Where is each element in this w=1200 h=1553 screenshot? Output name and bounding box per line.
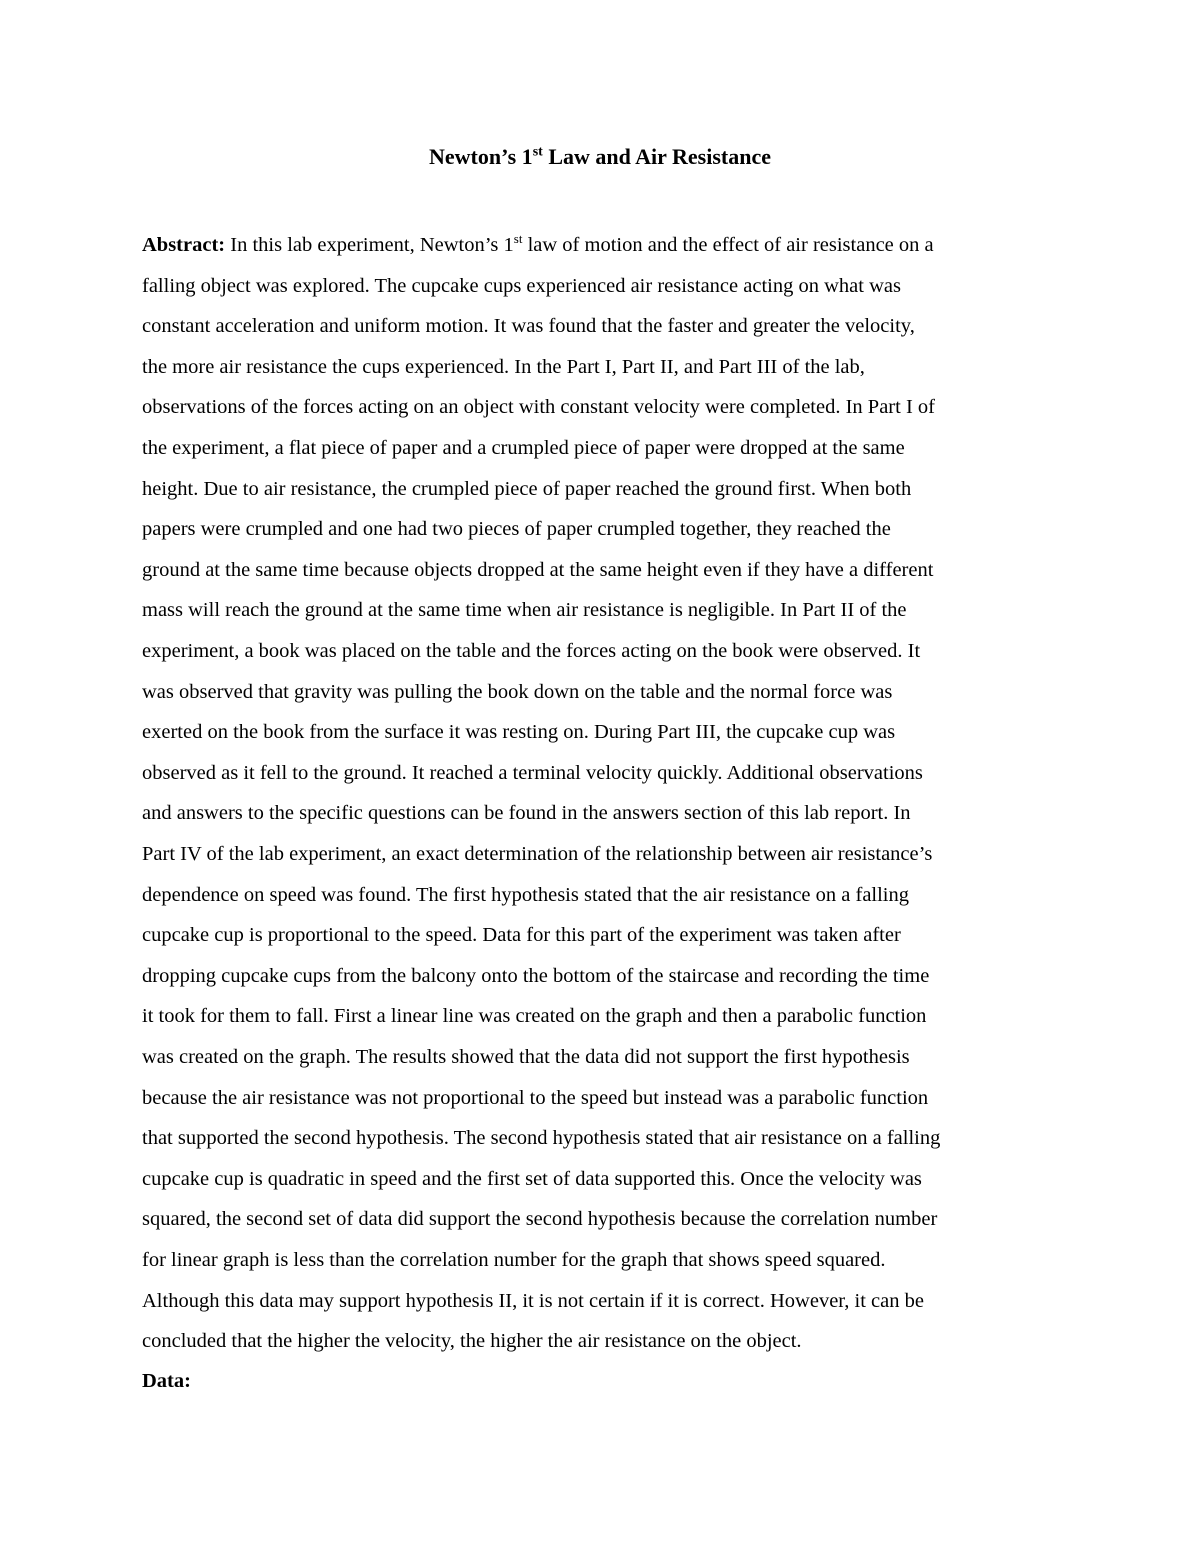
abstract-line: concluded that the higher the velocity, the higher the air resistance on the object. [142,1330,802,1353]
abstract-text-rest: law of motion and the effect of air resistance on a [522,234,934,256]
title-text-rest: Law and Air Resistance [542,144,771,169]
abstract-line: observations of the forces acting on an object with constant velocity were completed. In Part I of [142,396,935,419]
abstract-line: height. Due to air resistance, the crumpled piece of paper reached the ground first. When both [142,477,912,500]
data-section-heading: Data: [142,1370,191,1392]
abstract-line: and answers to the specific questions can be found in the answers section of this lab report. In [142,802,911,825]
title-superscript: st [532,144,543,160]
abstract-line: exerted on the book from the surface it was resting on. During Part III, the cupcake cup was [142,721,896,744]
abstract-line: was observed that gravity was pulling the book down on the table and the normal force was [142,680,893,703]
abstract-line: the more air resistance the cups experienced. In the Part I, Part II, and Part III of the lab, [142,355,865,378]
abstract-line: was created on the graph. The results showed that the data did not support the first hypothesis [142,1046,910,1068]
abstract-line: constant acceleration and uniform motion. It was found that the faster and greater the velocity, [142,315,915,338]
abstract-text: In this lab experiment, Newton’s 1 [225,234,514,256]
abstract-line: ground at the same time because objects dropped at the same height even if they have a different [142,558,934,581]
abstract-line: squared, the second set of data did support the second hypothesis because the correlation number [142,1208,938,1231]
abstract-line: because the air resistance was not proportional to the speed but instead was a parabolic function [142,1086,929,1109]
abstract-line: papers were crumpled and one had two pieces of paper crumpled together, they reached the [142,518,891,541]
title-text: Newton’s 1 [429,144,533,169]
abstract-line: dependence on speed was found. The first hypothesis stated that the air resistance on a falling [142,883,909,906]
abstract-label: Abstract: [142,234,226,256]
abstract-line: observed as it fell to the ground. It reached a terminal velocity quickly. Additional observations [142,761,923,784]
abstract-line: mass will reach the ground at the same time when air resistance is negligible. In Part II of the [142,599,907,622]
document-title [0,142,1200,172]
abstract-line: for linear graph is less than the correlation number for the graph that shows speed squared. [142,1249,886,1271]
abstract-line: that supported the second hypothesis. The second hypothesis stated that air resistance on a falling [142,1127,941,1150]
abstract-line [142,230,934,260]
abstract-superscript: st [513,231,523,247]
abstract-line: falling object was explored. The cupcake cups experienced air resistance acting on what was [142,274,901,297]
abstract-line: the experiment, a flat piece of paper and a crumpled piece of paper were dropped at the same [142,437,905,459]
abstract-line: dropping cupcake cups from the balcony onto the bottom of the staircase and recording the time [142,964,930,987]
abstract-line: cupcake cup is quadratic in speed and the first set of data supported this. Once the velocity was [142,1167,922,1190]
abstract-line: it took for them to fall. First a linear line was created on the graph and then a parabolic function [142,1005,927,1028]
abstract-line: Although this data may support hypothesis II, it is not certain if it is correct. However, it can be [142,1289,924,1312]
abstract-line: cupcake cup is proportional to the speed. Data for this part of the experiment was taken after [142,924,901,947]
abstract-line: experiment, a book was placed on the table and the forces acting on the book were observed. It [142,640,921,662]
abstract-line: Part IV of the lab experiment, an exact determination of the relationship between air resistance’s [142,843,933,865]
